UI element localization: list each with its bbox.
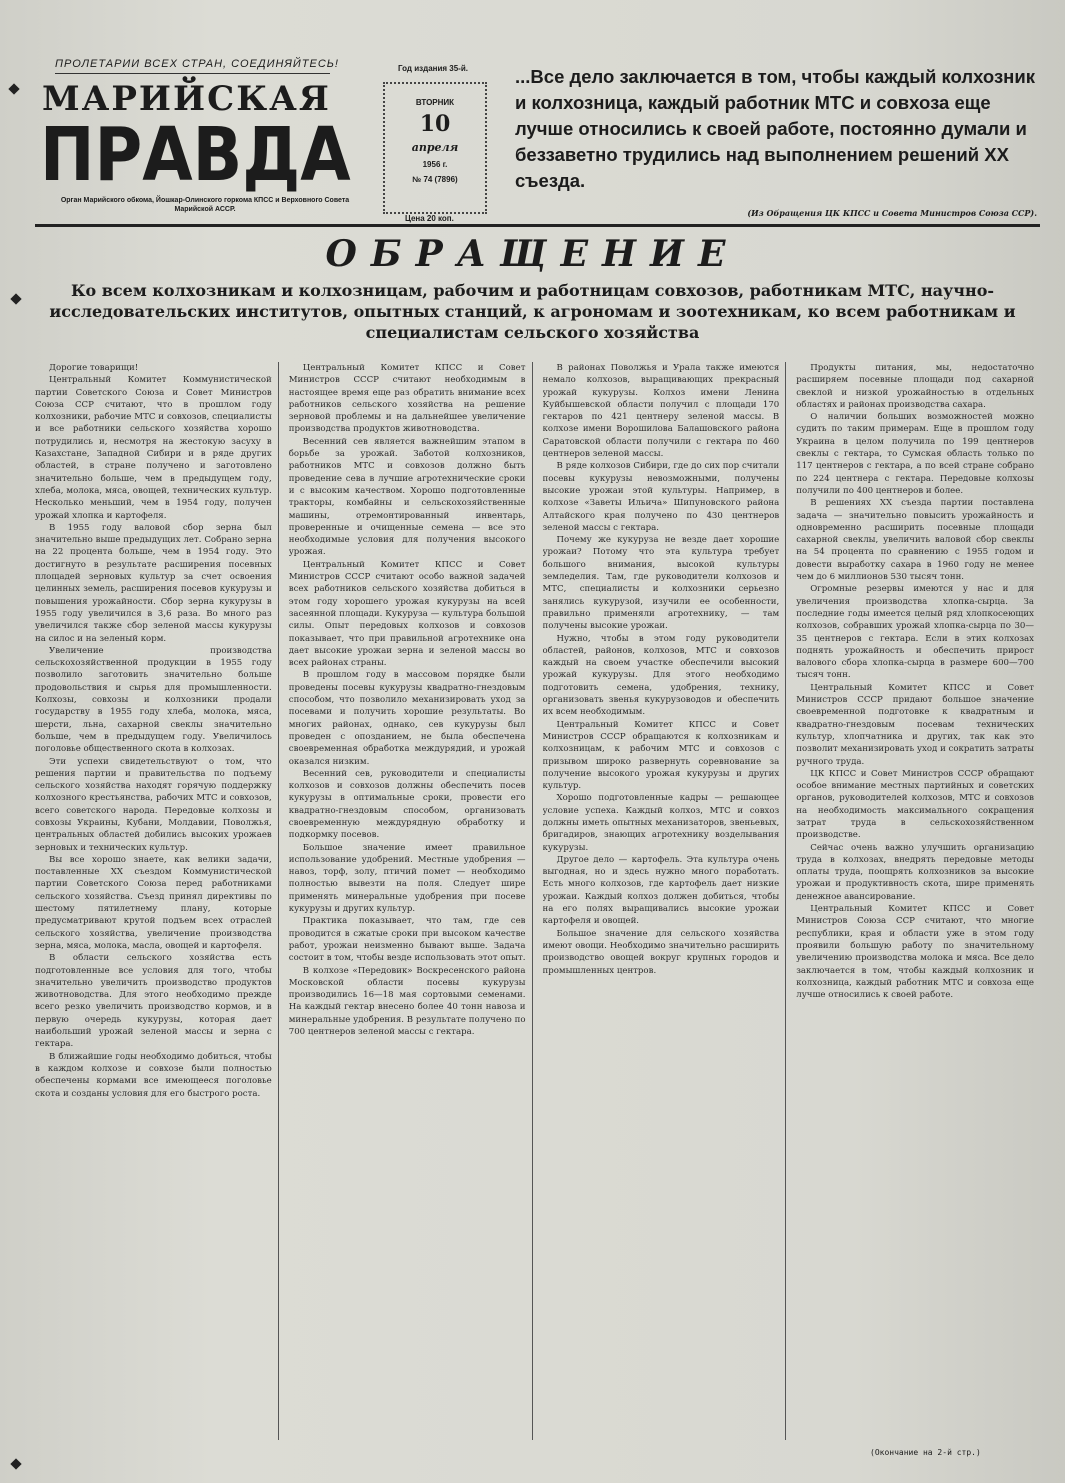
article-paragraph: Центральный Комитет КПСС и Совет Министров СССР придают большое значение своевременной подготовке к квадратным и квадратно-гнездовым посевам технических культур, хлопчатника и других, так как это позволит механизировать уход и сократить затраты ручного труда. [796,682,1034,767]
article-paragraph: В районах Поволжья и Урала также имеются немало колхозов, выращивающих прекрасный урожай кукурузы. Колхоз имени Ленина Куйбышевской области получил с площади 170 гектаров по 421 центнеру зеленой массы. В колхозе имени Ворошилова Балашовского района Саратовской области получили с гектара по 460 центнеров зеленой массы. [542,363,780,460]
article-paragraph: Центральный Комитет КПСС и Совет Министров Союза ССР считают, что многие республики, края и области уже в этом году проявили большую работу по значительному увеличению производства молока и мяса. Все дело заключается в том, чтобы каждый колхозник и колхозница, каждый работник МТС и совхоза еще лучше относились к своей работе. [796,904,1034,1001]
year-of-publication: Год издания 35-й. [398,64,468,73]
article-paragraph: В решениях XX съезда партии поставлена задача — значительно повысить урожайность и одновременно расширить посевные площади сахарной свеклы, увеличить валовой сбор свеклы на 54 процента по сравнению с 1955 годом и довести выработку сахара в 1960 году не менее чем до 6 миллионов 530 тысяч тонн. [796,498,1034,583]
article-paragraph: Большое значение имеет правильное использование удобрений. Местные удобрения — навоз, торф, золу, птичий помет — необходимо полностью вывезти на поля. Следует шире применять минеральные удобрения при посеве кукурузы и других культур. [288,842,526,915]
article-paragraph: О наличии больших возможностей можно судить по таким примерам. Еще в прошлом году Украина в целом получила по 199 центнеров свеклы с гектара, то Сумская область только по 117 центнеров с гектара, а по всей стране собрано по 224 центнера с гектара. Передовые колхозы получили по 400 центнеров и более. [796,412,1034,496]
article-paragraph: Центральный Комитет КПСС и Совет Министров СССР считают необходимым в настоящее время еще раз обратить внимание всех работников сельского хозяйства на решение зерновой проблемы и на дальнейшее увеличение производства продуктов животноводства. [288,363,526,435]
year: 1956 г. [422,160,448,169]
registration-mark-icon [10,293,21,304]
article-paragraph: Эти успехи свидетельствуют о том, что решения партии и правительства по подъему сельского хозяйства находят горячую поддержку колхозного крестьянства, рабочих МТС и совхозов, всего советского народа. Передовые колхозы и совхозы Украины, Кубани, Молдавии, Поволжья, центральных областей добились высоких урожаев зерновых и технических культур. [35,756,272,853]
column-1 [35,362,279,1440]
article-paragraph: Центральный Комитет КПСС и Совет Министров СССР обращаются к колхозникам и колхозницам, к рабочим МТС и совхозов с призывом широко развернуть соревнование за получение высокого урожая кукурузы и других культур. [542,719,780,792]
article-paragraph: Дорогие товарищи! [49,363,139,373]
article-paragraph: В 1955 году валовой сбор зерна был значительно выше предыдущих лет. Собрано зерна на 22 процента больше, чем в 1954 году. Это достигнуто в результате расширения посевных площадей зерновых культур за счет освоения целинных земель, расширения посевов кукурузы и повышения урожайности. Сбор зерна кукурузы в 1955 году увеличился в 3,6 раза. Во много раз увеличился также сбор зеленой массы кукурузы на силос и на зеленый корм. [35,522,272,644]
epigraph-attribution: (Из Обращения ЦК КПСС и Совета Министров Союза ССР). [747,208,1037,218]
article-paragraph: В колхозе «Передовик» Воскресенского района Московской области посевы кукурузы производились 16—18 мая сортовыми семенами. На каждый гектар внесено более 40 тонн навоза и минеральные удобрения. В результате получено по 700 центнеров зеленой массы с гектара. [288,965,526,1038]
article-paragraph: В прошлом году в массовом порядке были проведены посевы кукурузы квадратно-гнездовым способом, что позволило механизировать уход за посевами и получить хорошие результаты. Во многих районах, однако, сев кукурузы был проведен с опозданием, не была обеспечена своевременная обработка междурядий, и урожай оказался низким. [288,670,526,767]
epigraph-quote: ...Все дело заключается в том, чтобы каждый колхозник и колхозница, каждый работник МТС и совхоза еще лучше относились к своей работе, постоянно думали и беззаветно трудились над выполнением решений XX съезда. [515,66,1035,191]
header-divider [35,224,1040,227]
column-4 [796,362,1040,1440]
article-paragraph: В ряде колхозов Сибири, где до сих пор считали посевы кукурузы невозможными, получены высокие урожаи этой культуры. Например, в колхозе «Заветы Ильича» Шипуновского района Алтайского края получено по 430 центнеров зеленой массы с гектара. [542,461,780,533]
registration-mark-icon [10,1458,21,1469]
date-box [383,82,487,214]
organ-line: Орган Марийского обкома, Йошкар-Олинского горкома КПСС и Верховного Совета Марийской АССР. [60,197,350,213]
article-paragraph: Огромные резервы имеются у нас и для увеличения производства хлопка-сырца. За последние годы имеется целый ряд хлопкосеющих колхозов, собравших урожай хлопка-сырца по 30—35 центнеров с гектара. Если в этих колхозах поднять урожайность и обеспечить прирост валового сбора хлопка-сырца в размере 600—700 тысяч тонн. [796,584,1034,681]
article-paragraph: Увеличение производства сельскохозяйственной продукции в 1955 году позволило заготовить значительно больше продовольствия и сырья для промышленности. Колхозы, совхозы и колхозники продали государству в 1955 году хлеба, молока, мяса, шерсти, льна, сахарной свеклы значительно больше, чем в предыдущем году. Увеличилось поголовье общественного скота в колхозах. [35,645,272,755]
continuation-note: (Окончание на 2-й стр.) [870,1448,981,1457]
article-paragraph: В области сельского хозяйства есть подготовленные все условия для того, чтобы значительно увеличить производство продуктов животноводства. Для этого необходимо прежде всего резко увеличить производство кормов, и в первую очередь кукурузы, которая дает наибольший урожай зеленой массы и зерна с гектара. [35,953,272,1050]
article-paragraph: В ближайшие годы необходимо добиться, чтобы в каждом колхозе и совхозе были полностью обеспечены кормами все имеющееся поголовье скота и созданы условия для его быстрого роста. [35,1051,272,1099]
price: Цена 20 коп. [405,214,454,223]
article-paragraph: Почему же кукуруза не везде дает хорошие урожаи? Потому что эта культура требует большого внимания, высокой культуры земледелия. Там, где руководители колхозов и МТС, специалисты и колхозники серьезно занялись кукурузой, изучили ее особенности, правильно применяли агротехнику, — там получены высокие урожаи. [542,535,780,632]
weekday: ВТОРНИК [415,98,455,107]
article-paragraph: Хорошо подготовленные кадры — решающее условие успеха. Каждый колхоз, МТС и совхоз должны иметь опытных механизаторов, звеньевых, бригадиров, знающих агротехнику возделывания кукурузы. [542,793,780,853]
article-paragraph: Центральный Комитет КПСС и Совет Министров СССР считают особо важной задачей всех работников сельского хозяйства добиться в этом году хорошего урожая кукурузы на всей засеянной площади. Кукуруза — культура большой силы. Опыт передовых колхозов и совхозов показывает, что при правильной агротехнике она дает высокие урожаи зерна и зеленой массы во всех районах страны. [288,559,526,669]
article-paragraph: Весенний сев является важнейшим этапом в борьбе за урожай. Заботой колхозников, работников МТС и совхозов должно быть проведение сева в лучшие агротехнические сроки и с высоким качеством. Хорошо подготовленные тракторы, комбайны и сельскохозяйственные машины, отремонтированный инвентарь, проверенные и очищенные семена — все это необходимые условия для получения высокого урожая. [288,436,526,558]
article-headline: ОБРАЩЕНИЕ [325,233,740,275]
article-paragraph: Другое дело — картофель. Эта культура очень выгодная, но и здесь нужно много поработать. Есть много колхозов, где картофель дает низкие урожаи. Каждый колхоз должен добиться, чтобы на его полях выращивались высокие урожаи картофеля и овощей. [542,854,780,927]
article-paragraph: Продукты питания, мы, недостаточно расширяем посевные площади под сахарной свеклой и низкой урожайностью в отдельных областях и районах производства сахара. [796,363,1034,410]
issue-number: № 74 (7896) [412,175,458,184]
article-subheadline: Ко всем колхозникам и колхозницам, рабочим и работницам совхозов, работникам МТС, научно-исследовательских институтов, опытных станций, к агрономам и зоотехникам, ко всем работникам и специалистам сельского хозяйства [49,281,1016,342]
article-paragraph: Нужно, чтобы в этом году руководители областей, районов, колхозов, МТС и совхозов каждый на своем участке обеспечили высокий урожай кукурузы. Для этого необходимо подготовить семена, удобрения, технику, организовать звенья кукурузоводов и обеспечить их всем необходимым. [542,633,780,718]
article-paragraph: Практика показывает, что там, где сев проводится в сжатые сроки при высоком качестве работ, урожаи неизменно бывают выше. Задача состоит в том, чтобы везде использовать этот опыт. [288,916,526,964]
article-paragraph: Весенний сев, руководители и специалисты колхозов и совхозов должны обеспечить посев кукурузы в оптимальные сроки, провести его квадратно-гнездовым способом, организовать своевременную междурядную обработку и подкормку посевов. [288,768,526,841]
newspaper-title-bottom: ПРАВДА [40,112,351,198]
article-paragraph: Центральный Комитет Коммунистической партии Советского Союза и Совет Министров Союза ССР считают, что в прошлом году колхозники, рабочие МТС и совхозов, специалисты и все работники сельского хозяйства хорошо потрудились и, несмотря на жестокую засуху в Казахстане, Западной Сибири и в ряде других областей, в стране получено и заготовлено значительно больше, чем в предыдущем году, хлеба, молока, мяса, овощей, технических культур. Несколько меньший, чем в 1954 году, получен урожай хлопка и картофеля. [35,375,272,521]
day: 10 [419,111,451,137]
column-2 [289,362,533,1440]
registration-mark-icon [8,83,19,94]
article-body [35,362,1040,1440]
masthead-motto: ПРОЛЕТАРИИ ВСЕХ СТРАН, СОЕДИНЯЙТЕСЬ! [55,58,330,74]
article-paragraph: Сейчас очень важно улучшить организацию труда в колхозах, внедрять передовые методы оплаты труда, поощрять колхозников за высокие урожаи и продуктивность скота, шире применять денежное авансирование. [796,842,1034,902]
article-paragraph: Большое значение для сельского хозяйства имеют овощи. Необходимо значительно расширить производство овощей вокруг крупных городов и промышленных центров. [542,928,780,976]
newspaper-title-top: МАРИЙСКАЯ [42,79,331,119]
month: апреля [411,141,459,154]
article-paragraph: Вы все хорошо знаете, как велики задачи, поставленные XX съездом Коммунистической партии Советского Союза перед работниками сельского хозяйства. Съезд принял директивы по шестому пятилетнему плану, которые предусматривают крутой подъем всех отраслей сельского хозяйства, увеличение производства зерна, мяса, молока, масла, овощей и картофеля. [35,854,272,951]
article-paragraph: ЦК КПСС и Совет Министров СССР обращают особое внимание местных партийных и советских органов, руководителей колхозов, МТС и совхозов на необходимость максимального сокращения затрат труда в сельскохозяйственном производстве. [796,768,1034,841]
column-3 [543,362,787,1440]
